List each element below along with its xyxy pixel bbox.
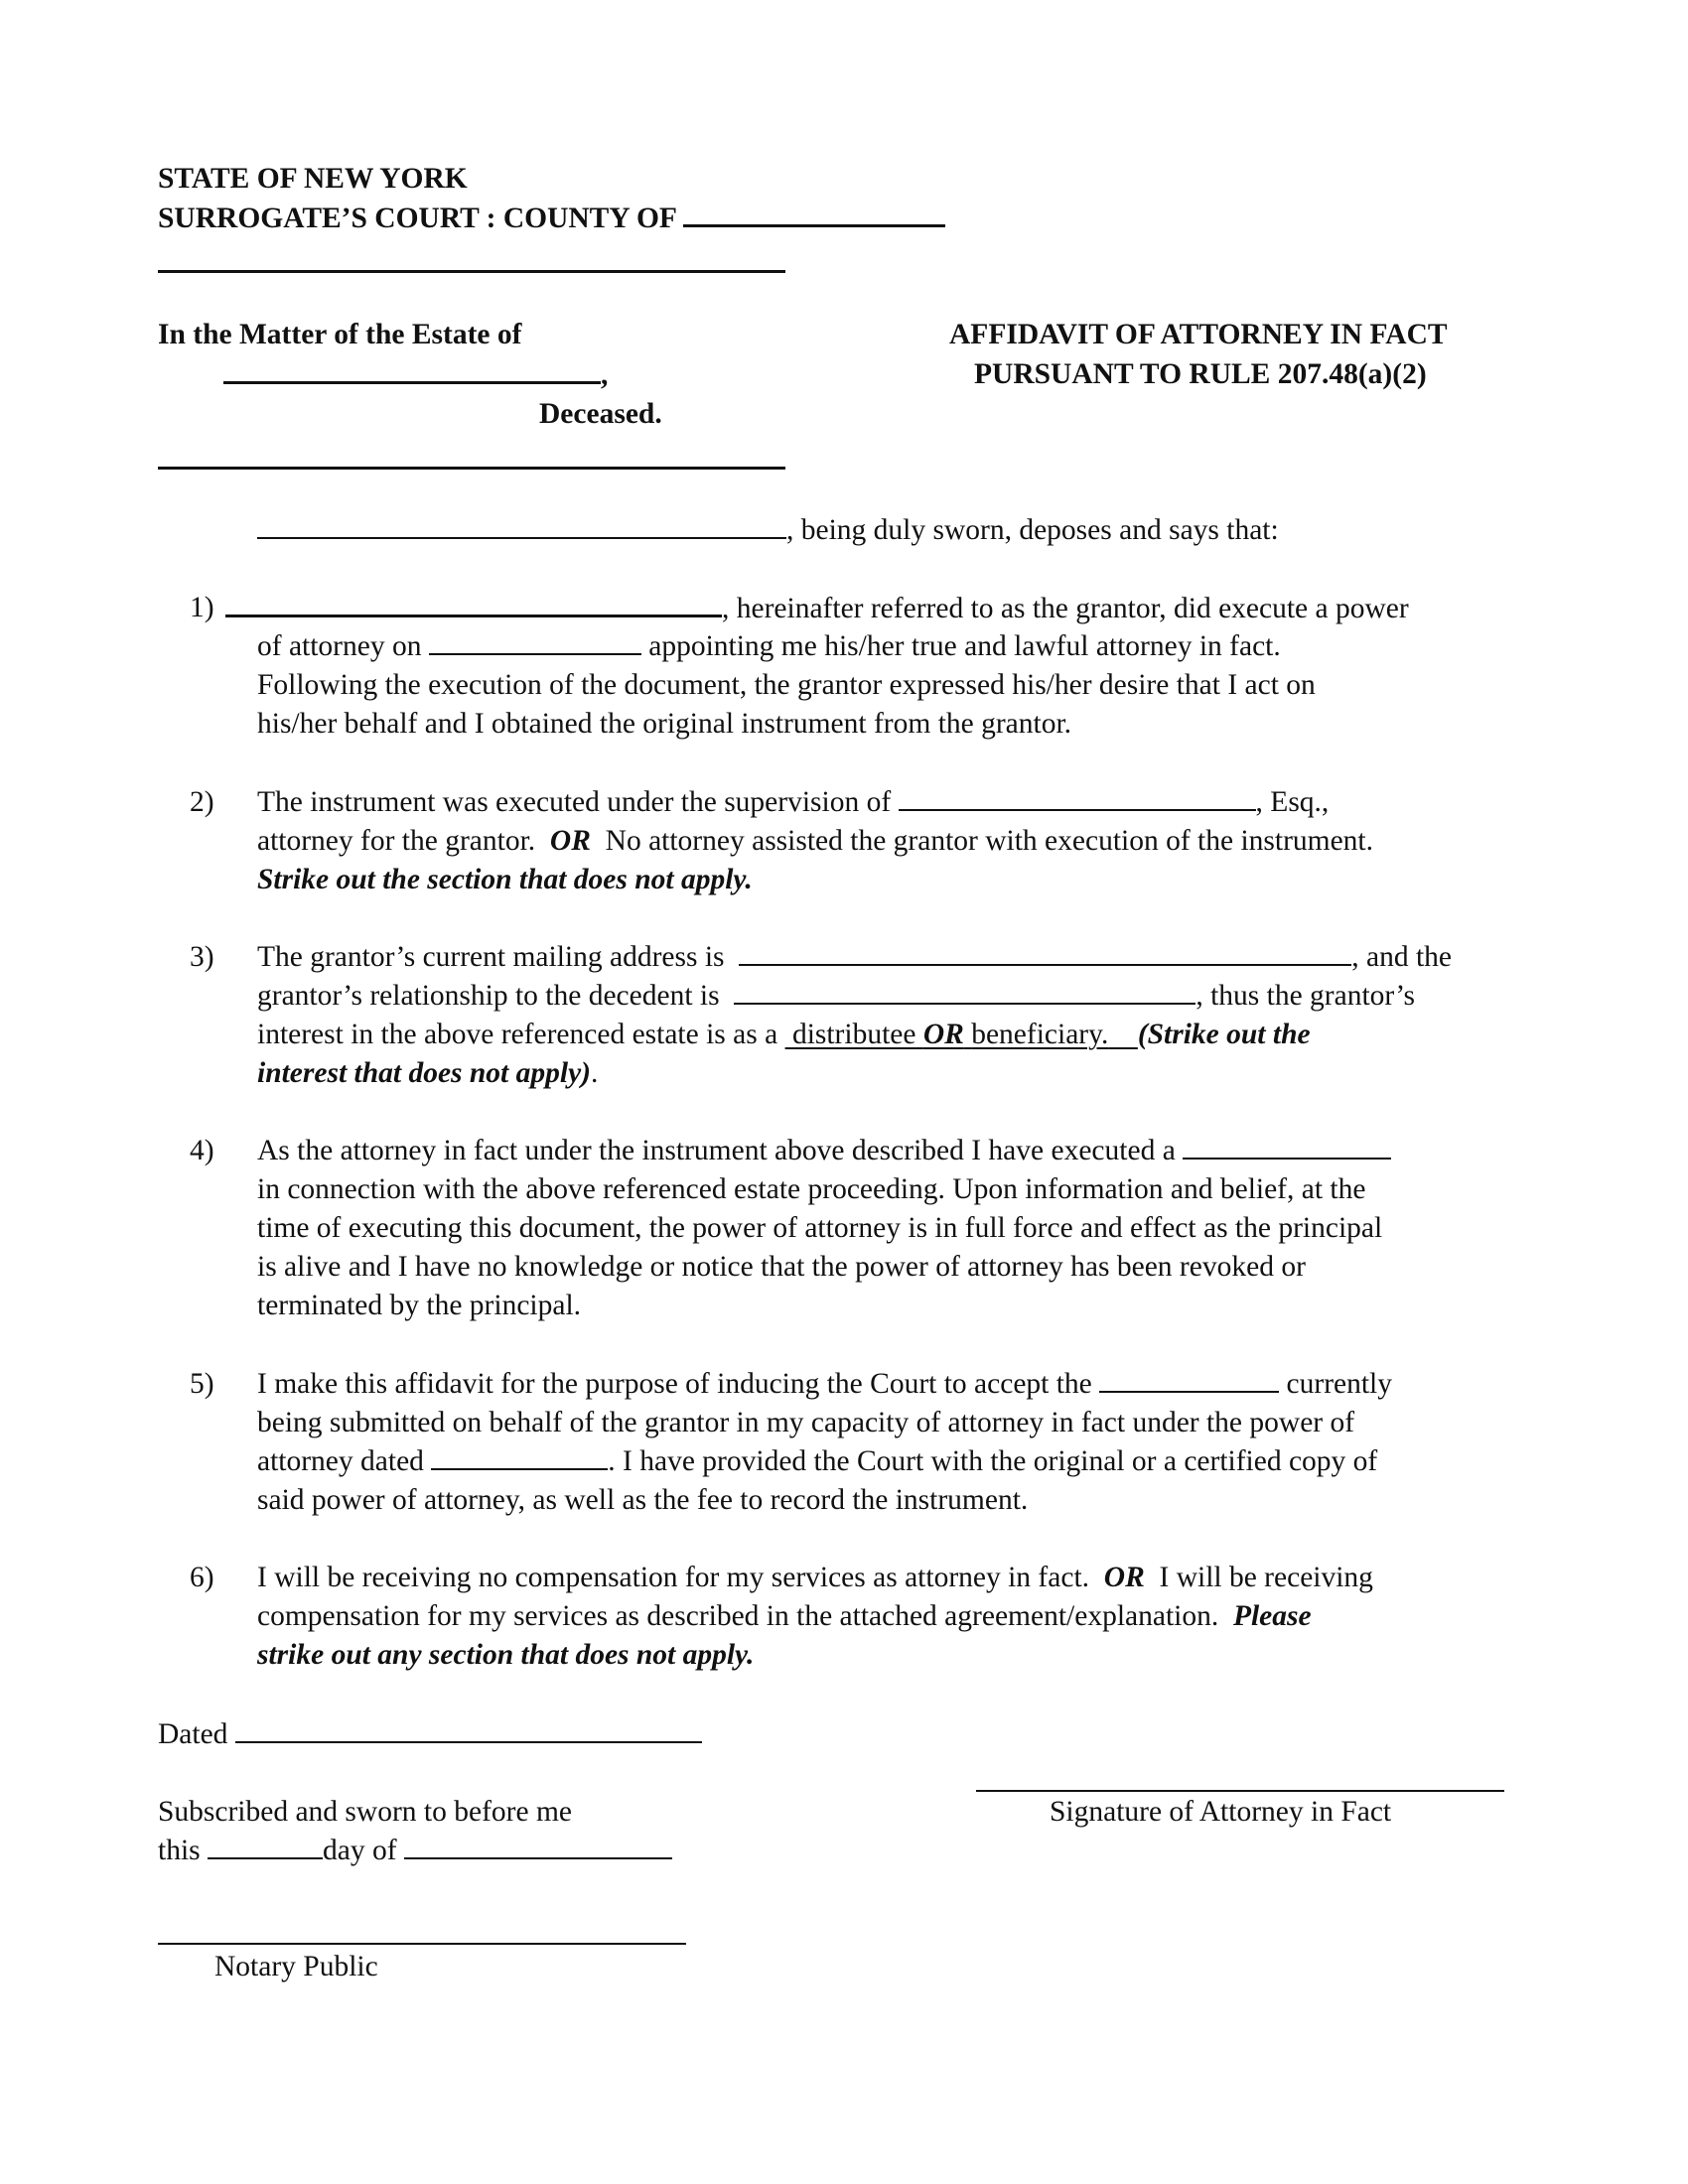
item-6-text-a2: I will be receiving (1159, 1562, 1373, 1593)
item-5-text-a1: I make this affidavit for the purpose of inducing the Court to accept the (257, 1368, 1092, 1400)
item-3-period: . (590, 1057, 599, 1089)
item-3-line-b (257, 977, 1528, 1016)
caption-top-rule (158, 270, 785, 273)
item-3-line-d (257, 1054, 1528, 1093)
item-3-line-a (257, 938, 1528, 977)
item-3-text-a2: , and the (1351, 941, 1453, 973)
decedent-comma: , (601, 359, 609, 391)
item-1-paragraph (257, 627, 1528, 744)
item-6-line-a (257, 1559, 1528, 1597)
mailing-address-blank[interactable] (739, 938, 1351, 966)
item-1-line-d: his/her behalf and I obtained the original instrument from the grantor. (257, 708, 1072, 740)
dated-blank[interactable] (235, 1715, 702, 1743)
item-4-line-d: is alive and I have no knowledge or notice that the power of attorney has been revoked or (257, 1251, 1306, 1283)
item-6-text-a1: I will be receiving no compensation for my services as attorney in fact. (257, 1562, 1090, 1593)
item-2-text-a1: The instrument was executed under the supervision of (257, 786, 892, 818)
item-4-text-a: As the attorney in fact under the instrument above described I have executed a (257, 1135, 1176, 1166)
item-2-line-c: Strike out the section that does not apply. (257, 864, 753, 895)
dated-label: Dated (158, 1718, 228, 1750)
item-4-number: 4) (190, 1135, 214, 1166)
item-3-line-c (257, 1016, 1528, 1054)
item-1-line-c: Following the execution of the document, the grantor expressed his/her desire that I act on (257, 669, 1316, 701)
item-4-line-e: terminated by the principal. (257, 1290, 582, 1321)
estate-caption: In the Matter of the Estate of (158, 319, 522, 350)
item-5-number: 5) (190, 1368, 214, 1400)
subscribed-label: Subscribed and sworn to before me (158, 1796, 572, 1828)
notary-rule[interactable] (158, 1943, 686, 1945)
decedent-name-blank[interactable] (223, 355, 601, 384)
item-2-number: 2) (190, 786, 214, 818)
item-5-line-c (257, 1442, 1528, 1481)
affiant-name-blank[interactable] (257, 511, 786, 539)
item-1-line-b (257, 627, 1528, 666)
intro-line (257, 511, 1279, 550)
item-2-text-a2: , Esq., (1255, 786, 1330, 818)
item-3-strike-note-cont: interest that does not apply) (257, 1057, 591, 1089)
item-1-number: 1) (190, 592, 214, 623)
item-2-text-b1: attorney for the grantor. (257, 825, 536, 857)
item-6-paragraph (257, 1559, 1528, 1675)
court-label: SURROGATE’S COURT : COUNTY OF (158, 203, 676, 234)
caption-bottom-rule (158, 467, 785, 470)
document-title-line2: PURSUANT TO RULE 207.48(a)(2) (974, 358, 1427, 390)
item-3-or: OR (922, 1019, 964, 1050)
item-5-line-b: being submitted on behalf of the grantor in my capacity of attorney in fact under the power of (257, 1407, 1355, 1438)
executed-document-blank[interactable] (1183, 1132, 1391, 1160)
poa-dated-blank[interactable] (431, 1442, 608, 1470)
submitted-document-blank[interactable] (1099, 1365, 1279, 1393)
item-3-text-c1: interest in the above referenced estate is as a (257, 1019, 778, 1050)
item-4-line-b: in connection with the above referenced estate proceeding. Upon information and belief, at the (257, 1173, 1366, 1205)
item-2-text-b2: No attorney assisted the grantor with execution of the instrument. (605, 825, 1374, 857)
county-blank[interactable] (683, 199, 945, 227)
item-2-line-b (257, 822, 1528, 861)
item-1-text-a: , hereinafter referred to as the grantor, did execute a power (722, 593, 1409, 624)
item-2-line-a (257, 783, 1528, 822)
item-5-paragraph (257, 1365, 1528, 1520)
item-6-please: Please (1232, 1600, 1312, 1632)
item-5-text-c1: attorney dated (257, 1445, 424, 1477)
this-day-line (158, 1832, 672, 1870)
item-5-text-c2: . I have provided the Court with the original or a certified copy of (608, 1445, 1378, 1477)
this-label: this (158, 1835, 201, 1866)
interest-options (785, 1019, 1138, 1050)
item-3-strike-note: (Strike out the (1137, 1019, 1311, 1050)
grantor-name-blank[interactable] (225, 589, 722, 617)
item-6-line-b (257, 1597, 1528, 1636)
signature-rule[interactable] (976, 1790, 1504, 1792)
day-of-label: day of (323, 1835, 397, 1866)
relationship-blank[interactable] (734, 977, 1196, 1005)
item-4-paragraph (257, 1132, 1528, 1325)
item-3-number: 3) (190, 941, 214, 973)
item-3-paragraph (257, 938, 1528, 1093)
item-2-or: OR (549, 825, 591, 857)
item-6-text-b1: compensation for my services as described in the attached agreement/explanation. (257, 1600, 1219, 1632)
item-4-line-c: time of executing this document, the power of attorney is in full force and effect as the principal (257, 1212, 1383, 1244)
item-2-paragraph (257, 783, 1528, 899)
item-3-text-b2: , thus the grantor’s (1196, 980, 1416, 1012)
item-3-text-a1: The grantor’s current mailing address is (257, 941, 725, 973)
decedent-name-line (223, 355, 608, 395)
state-heading: STATE OF NEW YORK (158, 163, 468, 195)
deceased-label: Deceased. (539, 398, 662, 430)
item-1-text-b2: appointing me his/her true and lawful attorney in fact. (648, 630, 1281, 662)
supervising-attorney-blank[interactable] (899, 783, 1256, 811)
item-1-text-b1: of attorney on (257, 630, 422, 662)
poa-date-blank[interactable] (429, 627, 641, 655)
item-4-line-a (257, 1132, 1528, 1170)
item-6-number: 6) (190, 1562, 214, 1593)
item-5-line-a (257, 1365, 1528, 1404)
month-blank[interactable] (404, 1832, 672, 1859)
intro-text: , being duly sworn, deposes and says that: (786, 514, 1279, 546)
distributee-option: distributee (791, 1019, 916, 1050)
beneficiary-option: beneficiary. (971, 1019, 1109, 1050)
document-title-line1: AFFIDAVIT OF ATTORNEY IN FACT (949, 319, 1448, 350)
item-6-line-c: strike out any section that does not apply. (257, 1639, 755, 1671)
court-heading (158, 199, 945, 238)
item-6-or: OR (1103, 1562, 1145, 1593)
item-5-line-d: said power of attorney, as well as the fee to record the instrument. (257, 1484, 1029, 1516)
item-1-line-a (225, 589, 1409, 628)
item-5-text-a2: currently (1286, 1368, 1393, 1400)
item-3-text-b1: grantor’s relationship to the decedent is (257, 980, 720, 1012)
signature-label: Signature of Attorney in Fact (1050, 1796, 1392, 1828)
dated-line (158, 1715, 702, 1754)
notary-label: Notary Public (214, 1951, 378, 1982)
day-blank[interactable] (208, 1832, 323, 1859)
